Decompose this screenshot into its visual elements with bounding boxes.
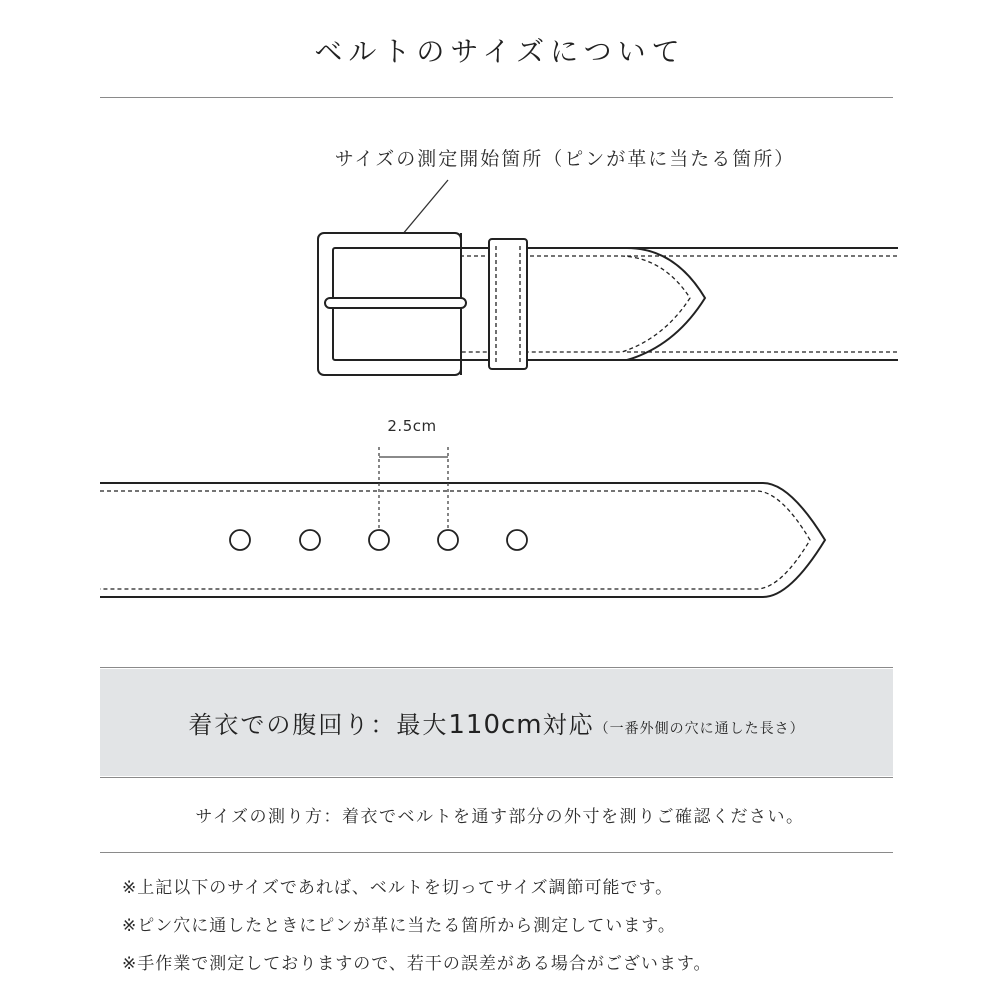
belt-hole-3: [369, 530, 389, 550]
note-item: ※上記以下のサイズであれば、ベルトを切ってサイズ調節可能です。: [122, 878, 674, 898]
waist-size-note: （一番外側の穴に通した長さ）: [594, 721, 805, 737]
buckled-strap-outline: [440, 248, 705, 360]
belt-tip: [100, 483, 825, 597]
note-item: ※ピン穴に通したときにピンが革に当たる箇所から測定しています。: [122, 916, 676, 936]
waist-size-number: 110: [448, 710, 501, 740]
belt-hole-2: [300, 530, 320, 550]
waist-size-suffix: 対応: [542, 711, 595, 739]
divider-panel-bottom: [100, 777, 893, 778]
hole-spacing-label: 2.5cm: [387, 417, 437, 435]
keeper-outline: [489, 239, 527, 369]
notes-list: [122, 876, 712, 990]
note-item: ※手作業で測定しておりますので、若干の誤差がある場合がございます。: [122, 954, 712, 974]
waist-size-prefix: 着衣での腹回り：最大: [188, 711, 449, 739]
belt-hole-5: [507, 530, 527, 550]
belt-hole-1: [230, 530, 250, 550]
belt-tip-outline: [100, 483, 825, 597]
divider-panel-top: [100, 667, 893, 668]
divider-notes: [100, 852, 893, 853]
belt-hole-4: [438, 530, 458, 550]
page-title: ベルトのサイズについて: [314, 35, 686, 68]
measure-start-callout: サイズの測定開始箇所（ピンが革に当たる箇所）: [334, 148, 796, 170]
buckle-icon: [318, 233, 466, 375]
waist-size-unit: cm: [501, 710, 543, 740]
waist-size-text: [100, 705, 893, 740]
how-to-measure: サイズの測り方：着衣でベルトを通す部分の外寸を測りご確認ください。: [195, 807, 805, 827]
buckle-pin: [325, 298, 466, 308]
waist-size-panel: [100, 669, 893, 776]
belt-keeper: [489, 239, 527, 369]
